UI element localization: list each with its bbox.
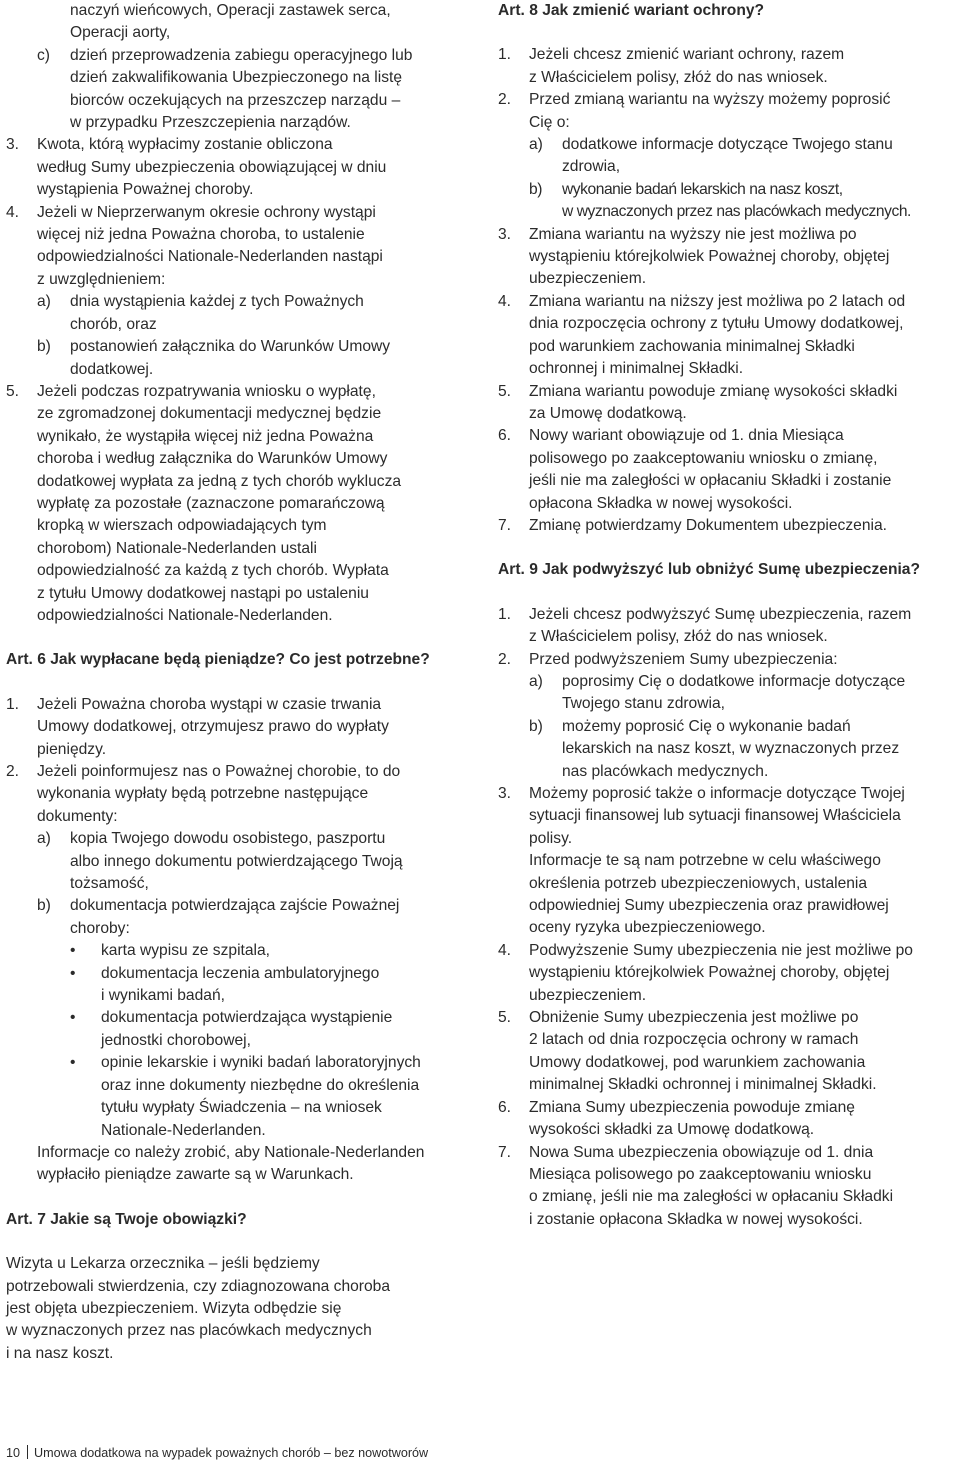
text-line: wypłatę za pozostałe (zaznaczone pomarańczową (37, 494, 385, 512)
art6-item-2 (6, 761, 472, 828)
text-line: Operacji aorty, (70, 24, 171, 42)
text-line: ochronnej i minimalnej Składki. (529, 360, 744, 378)
item-number: 3. (498, 225, 512, 243)
text-line: poprosimy Cię o dodatkowe informacje dotyczące (562, 672, 906, 690)
text-line: dodatkowej wypłata za jedną z tych chorób wyklucza (37, 472, 402, 490)
text-line: dokumentacja potwierdzająca zajście Poważnej (70, 897, 400, 915)
art6-item-1 (6, 694, 472, 761)
item-number: b) (529, 717, 543, 735)
item-number: 4. (498, 292, 512, 310)
item-number: a) (529, 672, 543, 690)
bullet-item (6, 1007, 472, 1052)
text-line: z uwzględnieniem: (37, 270, 166, 288)
art9-item-2b (498, 716, 960, 783)
text-line: Jeżeli chcesz podwyższyć Sumę ubezpieczenia, razem (529, 605, 912, 623)
text-line: jednostki chorobowej, (101, 1031, 251, 1049)
art8-item-1 (498, 44, 960, 89)
text-line: zdrowia, (562, 158, 621, 176)
text-line: w przypadku Przeszczepienia narządów. (70, 114, 351, 132)
text-line: wystąpienia Poważnej choroby. (37, 181, 254, 199)
text-line: 2 latach od dnia rozpoczęcia ochrony w ramach (529, 1031, 859, 1049)
item-number: 7. (498, 516, 512, 534)
item-number: 2. (498, 650, 512, 668)
art9-item-2a (498, 671, 960, 716)
art8-item-2a (498, 134, 960, 179)
art9-item-1 (498, 604, 960, 649)
text-line: chorób, oraz (70, 315, 157, 333)
text-line: z Właścicielem polisy, złóż do nas wniosek. (529, 68, 828, 86)
text-line: Umowy dodatkowej, pod warunkiem zachowania (529, 1053, 866, 1071)
text-line: Obniżenie Sumy ubezpieczenia jest możliwe po (529, 1009, 859, 1027)
text-line: sytuacji finansowej lub sytuacji finansowej Właściciela (529, 807, 901, 825)
text-line: choroby: (70, 919, 130, 937)
text-line: Informacje te są nam potrzebne w celu właściwego (529, 852, 881, 870)
text-line: Miesiąca polisowego po zaakceptowaniu wniosku (529, 1165, 872, 1183)
text-line: możemy poprosić Cię o wykonanie badań (562, 717, 851, 735)
art8-item-6 (498, 425, 960, 515)
item-number: 3. (6, 136, 20, 154)
page-number: 10 (6, 1446, 21, 1460)
art8-item-5 (498, 381, 960, 426)
text-line: tożsamość, (70, 875, 149, 893)
text-line: za Umowę dodatkową. (529, 404, 687, 422)
bullet-item (6, 940, 472, 962)
text-line: opinie lekarskie i wyniki badań laboratoryjnych (101, 1054, 421, 1072)
bullet-item (6, 963, 472, 1008)
text-line: Zmianę potwierdzamy Dokumentem ubezpieczenia. (529, 516, 887, 534)
text-line: Twojego stanu zdrowia, (562, 695, 725, 713)
text-line: wypłaciło pieniądze zawarte są w Warunkach. (37, 1166, 354, 1184)
text-line: ze zgromadzonej dokumentacji medycznej będzie (37, 405, 382, 423)
text-line: odpowiedzialności Nationale-Nederlanden nastąpi (37, 248, 383, 266)
text-line: dzień zakwalifikowania Ubezpieczonego na listę (70, 69, 402, 87)
item-number: 2. (498, 91, 512, 109)
text-line: Przed zmianą wariantu na wyższy możemy poprosić (529, 91, 891, 109)
item-number: 6. (498, 427, 512, 445)
text-line: choroba i według załącznika do Warunków Umowy (37, 450, 388, 468)
text-line: nas placówkach medycznych. (562, 762, 769, 780)
text-line: określenia potrzeb ubezpieczeniowych, ustalenia (529, 874, 868, 892)
text-line: i na nasz koszt. (6, 1344, 114, 1362)
item-b-continuation (6, 0, 472, 45)
item-number: 5. (498, 1009, 512, 1027)
art9-item-5 (498, 1007, 960, 1097)
art8-item-3 (498, 224, 960, 291)
item-number: 1. (498, 46, 512, 64)
text-line: albo innego dokumentu potwierdzającego Twoją (70, 852, 403, 870)
text-line: Zmiana wariantu na wyższy nie jest możliwa po (529, 225, 857, 243)
text-line: biorców oczekujących na przeszczep narządu – (70, 91, 401, 109)
art9-item-7 (498, 1142, 960, 1232)
text-line: z Właścicielem polisy, złóż do nas wniosek. (529, 628, 828, 646)
article-7-heading: Art. 7 Jakie są Twoje obowiązki? (6, 1210, 247, 1228)
text-line: więcej niż jedna Poważna choroba, to ustalenie (37, 226, 365, 244)
text-line: Wizyta u Lekarza orzecznika – jeśli będziemy (6, 1255, 320, 1273)
item-number: 7. (498, 1143, 512, 1161)
text-line: wysokości składki za Umowę dodatkową. (529, 1121, 815, 1139)
text-line: z tytułu Umowy dodatkowej nastąpi po ustaleniu (37, 584, 369, 602)
text-line: kopia Twojego dowodu osobistego, paszportu (70, 830, 386, 848)
item-number: 5. (498, 382, 512, 400)
item-number: 1. (6, 695, 20, 713)
item-number: 6. (498, 1098, 512, 1116)
item-number: b) (37, 338, 51, 356)
item-number: a) (37, 830, 51, 848)
text-line: jeśli nie ma zaległości w opłacaniu Składki i zostanie (529, 472, 892, 490)
text-line: w wyznaczonych przez nas placówkach medycznych (6, 1322, 372, 1340)
text-line: ubezpieczeniem. (529, 270, 647, 288)
text-line: dnia wystąpienia każdej z tych Poważnych (70, 293, 364, 311)
text-line: Kwota, którą wypłacimy zostanie obliczona (37, 136, 333, 154)
art9-item-3-info (498, 850, 960, 940)
art7-paragraph (6, 1253, 472, 1365)
text-line: Możemy poprosić także o informacje dotyczące Twojej (529, 785, 905, 802)
text-line: Przed podwyższeniem Sumy ubezpieczenia: (529, 650, 838, 668)
text-line: i zostanie opłacona Składka w nowej wysokości. (529, 1210, 863, 1228)
art9-item-6 (498, 1097, 960, 1142)
left-column (6, 0, 472, 1365)
art6-item-2a (6, 828, 472, 895)
text-line: polisy. (529, 829, 573, 847)
text-line: oceny ryzyka ubezpieczeniowego. (529, 919, 766, 937)
text-line: lekarskich na nasz koszt, w wyznaczonych przez (562, 740, 900, 758)
text-line: polisowego po zaakceptowaniu wniosku o zmianę, (529, 449, 878, 467)
text-line: Jeżeli podczas rozpatrywania wniosku o wypłatę, (37, 382, 376, 400)
text-line: Zmiana Sumy ubezpieczenia powoduje zmianę (529, 1098, 855, 1116)
text-line: Jeżeli chcesz zmienić wariant ochrony, razem (529, 46, 845, 64)
footer-document-title: Umowa dodatkowa na wypadek poważnych chorób – bez nowotworów (34, 1446, 429, 1460)
text-line: dokumentacja leczenia ambulatoryjnego (101, 964, 380, 982)
item-number: 3. (498, 785, 512, 802)
text-line: opłacona Składka w nowej wysokości. (529, 494, 793, 512)
text-line: pod warunkiem zachowania minimalnej Składki (529, 337, 855, 355)
text-line: wykonania wypłaty będą potrzebne następujące (37, 785, 369, 803)
text-line: Jeżeli poinformujesz nas o Poważnej chorobie, to do (37, 763, 401, 780)
text-line: Zmiana wariantu powoduje zmianę wysokości składki (529, 382, 898, 400)
art6-info-paragraph (6, 1142, 472, 1187)
text-line: Nowa Suma ubezpieczenia obowiązuje od 1. dnia (529, 1143, 874, 1161)
text-line: Informacje co należy zrobić, aby Nationale-Nederlanden (37, 1143, 425, 1161)
footer-divider (27, 1445, 28, 1459)
item-4 (6, 202, 472, 292)
art8-item-7 (498, 515, 960, 537)
art9-item-3 (498, 783, 960, 850)
item-number: 4. (498, 941, 512, 959)
item-number: 5. (6, 382, 20, 400)
text-line: Cię o: (529, 113, 570, 131)
text-line: wykonanie badań lekarskich na nasz koszt, (562, 180, 843, 198)
bullet-icon: • (70, 942, 76, 960)
text-line: odpowiedzialność za każdą z tych chorób. Wypłata (37, 562, 389, 580)
article-9-heading: Art. 9 Jak podwyższyć lub obniżyć Sumę ubezpieczenia? (498, 561, 921, 579)
art8-item-2b (498, 179, 960, 224)
text-line: Jeżeli Poważna choroba wystąpi w czasie trwania (37, 695, 382, 713)
item-number: 2. (6, 763, 20, 780)
item-number: c) (37, 46, 50, 64)
text-line: wystąpieniu którejkolwiek Poważnej choroby, objętej (529, 964, 890, 982)
item-5 (6, 381, 472, 627)
text-line: dodatkowe informacje dotyczące Twojego stanu (562, 136, 893, 154)
item-number: a) (529, 136, 543, 154)
bullet-icon: • (70, 964, 76, 982)
text-line: Jeżeli w Nieprzerwanym okresie ochrony wystąpi (37, 203, 376, 221)
text-line: dodatkowej. (70, 360, 154, 378)
art6-item-2b (6, 895, 472, 940)
text-line: postanowień załącznika do Warunków Umowy (70, 338, 391, 356)
text-line: odpowiedzialności Nationale-Nederlanden. (37, 606, 333, 624)
right-column (498, 0, 960, 1231)
item-number: b) (37, 897, 51, 915)
text-line: ubezpieczeniem. (529, 986, 647, 1004)
text-line: oraz inne dokumenty niezbędne do określenia (101, 1076, 420, 1094)
text-line: dzień przeprowadzenia zabiegu operacyjnego lub (70, 46, 413, 64)
text-line: w wyznaczonych przez nas placówkach medycznych. (562, 203, 911, 221)
item-4b (6, 336, 472, 381)
page-footer (6, 1445, 428, 1461)
article-8-heading: Art. 8 Jak zmienić wariant ochrony? (498, 2, 765, 19)
text-line: o zmianę, jeśli nie ma zaległości w opłacaniu Składki (529, 1188, 894, 1206)
text-line: wynikało, że wystąpiła więcej niż jedna Poważna (37, 427, 374, 445)
text-line: naczyń wieńcowych, Operacji zastawek serca, (70, 2, 391, 19)
text-line: minimalnej Składki ochronnej i minimalnej Składki. (529, 1076, 877, 1094)
art8-item-2 (498, 89, 960, 134)
art8-item-4 (498, 291, 960, 381)
text-line: Zmiana wariantu na niższy jest możliwa po 2 latach od (529, 292, 906, 310)
document-bullet-list (6, 940, 472, 1142)
item-c (6, 45, 472, 135)
text-line: kropką w wierszach odpowiadających tym (37, 517, 327, 535)
text-line: odpowiedniej Sumy ubezpieczenia oraz prawidłowej (529, 897, 889, 915)
item-3 (6, 134, 472, 201)
text-line: i wynikami badań, (101, 987, 225, 1005)
text-line: Nationale-Nederlanden. (101, 1121, 266, 1139)
text-line: karta wypisu ze szpitala, (101, 942, 271, 960)
text-line: pieniędzy. (37, 740, 107, 758)
text-line: według Sumy ubezpieczenia obowiązującej w dniu (37, 158, 387, 176)
item-4a (6, 291, 472, 336)
text-line: dokumentacja potwierdzająca wystąpienie (101, 1009, 393, 1027)
bullet-icon: • (70, 1009, 76, 1027)
article-6-heading: Art. 6 Jak wypłacane będą pieniądze? Co jest potrzebne? (6, 651, 430, 669)
text-line: jest objęta ubezpieczeniem. Wizyta odbędzie się (6, 1299, 342, 1317)
art9-item-2 (498, 649, 960, 671)
art9-item-4 (498, 940, 960, 1007)
item-number: b) (529, 180, 542, 198)
text-line: chorobom) Nationale-Nederlanden ustali (37, 539, 317, 557)
item-number: 4. (6, 203, 20, 221)
text-line: Umowy dodatkowej, otrzymujesz prawo do wypłaty (37, 718, 389, 736)
text-line: Nowy wariant obowiązuje od 1. dnia Miesiąca (529, 427, 844, 445)
bullet-item (6, 1052, 472, 1142)
text-line: Podwyższenie Sumy ubezpieczenia nie jest możliwe po (529, 941, 913, 959)
text-line: tytułu wypłaty Świadczenia – na wniosek (101, 1099, 382, 1117)
text-line: wystąpieniu którejkolwiek Poważnej choroby, objętej (529, 248, 890, 266)
text-line: dnia rozpoczęcia ochrony z tytułu Umowy dodatkowej, (529, 315, 904, 333)
item-number: 1. (498, 605, 512, 623)
text-line: potrzebowali stwierdzenia, czy zdiagnozowana choroba (6, 1277, 390, 1295)
text-line: dokumenty: (37, 807, 118, 825)
bullet-icon: • (70, 1054, 76, 1072)
item-number: a) (37, 293, 51, 311)
